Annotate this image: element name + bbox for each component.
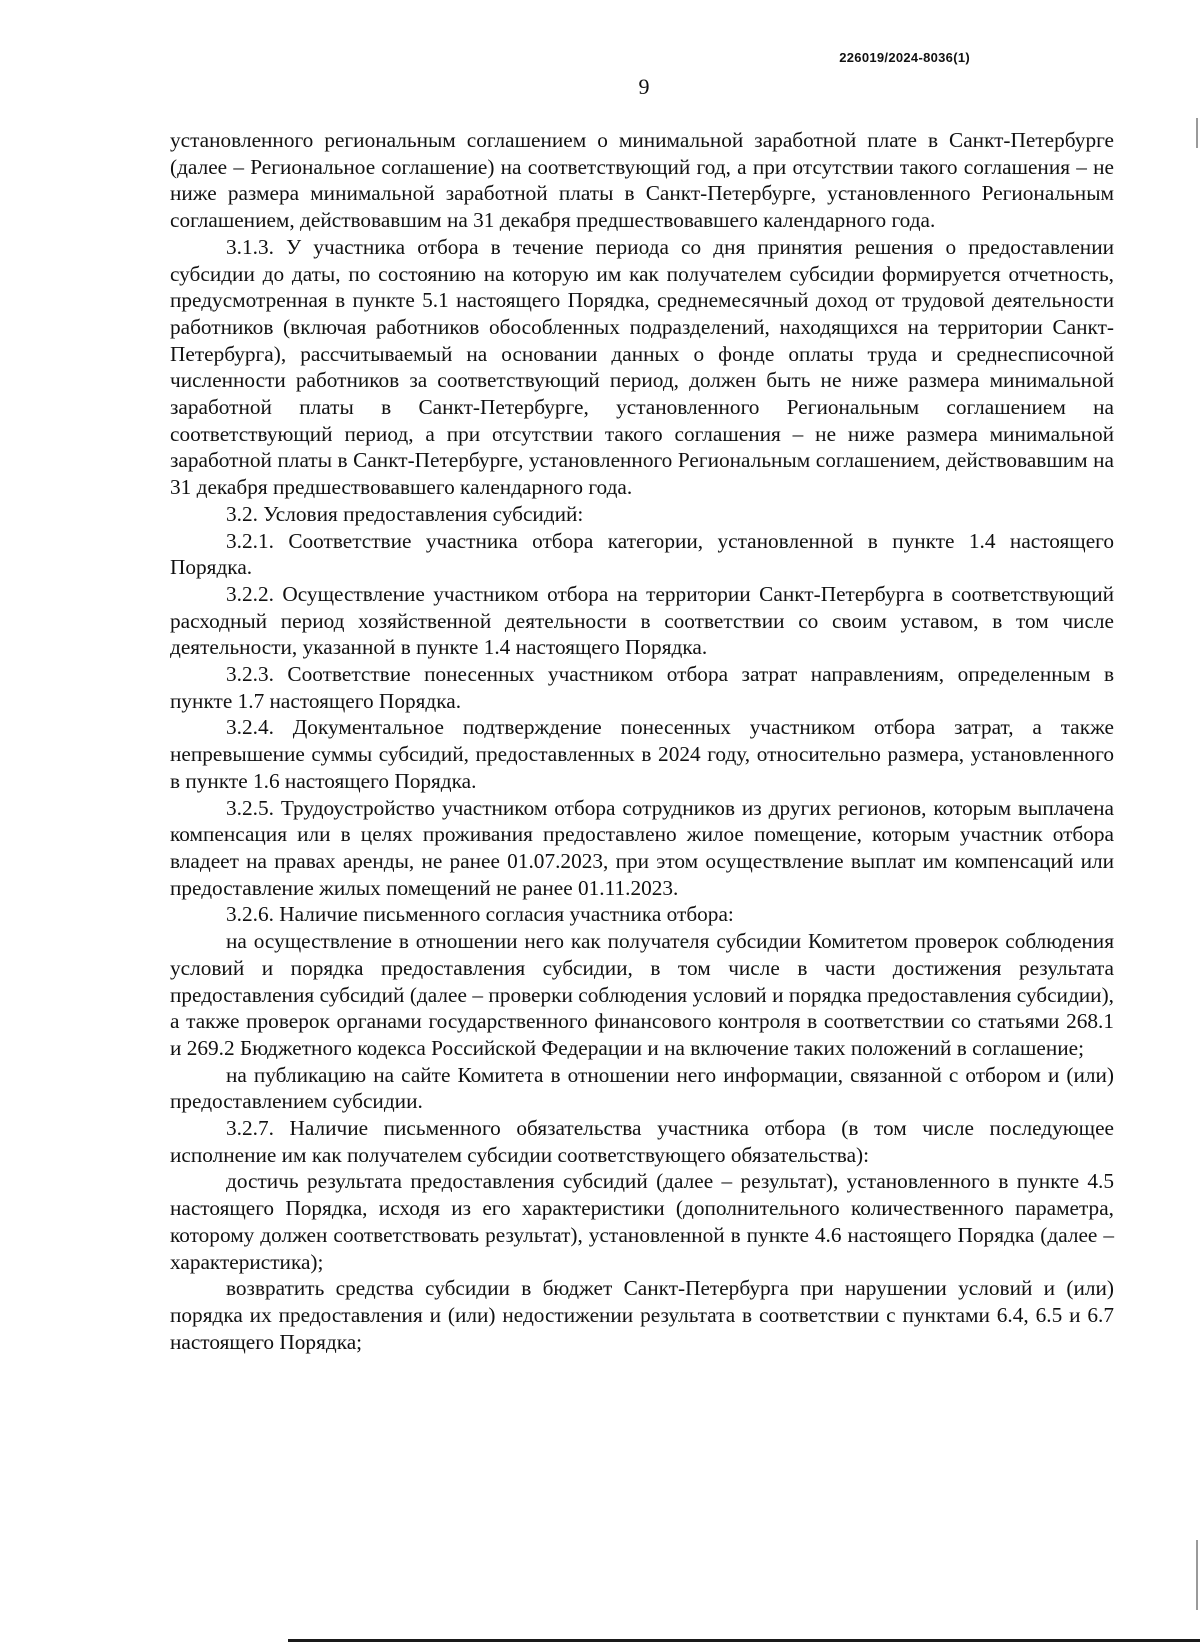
paragraph-3-2: 3.2. Условия предоставления субсидий: — [226, 501, 584, 526]
scan-bottom-rule — [288, 1639, 1200, 1642]
paragraph-3-2-1: 3.2.1. Соответствие участника отбора категории, установленной в пункте 1.4 настоящего Порядка. — [170, 528, 1114, 580]
page-number: 9 — [638, 74, 650, 99]
paragraph-3-1-3: 3.1.3. У участника отбора в течение периода со дня принятия решения о предоставлении субсидии до даты, по состоянию на которую им как получателем субсидии формируется отчетность, предусмотренная в пункте 5.1 настоящего Порядка, среднемесячный доход от трудовой деятельности работников (включая работников обособленных подразделений, находящихся на территории Санкт-Петербурга), рассчитываемый на основании данных о фонде оплаты труда и среднесписочной численности работников за соответствующий период, должен быть не ниже размера минимальной заработной платы в Санкт-Петербурге, установленного Региональным соглашением на соответствующий период, а при отсутствии такого соглашения – не ниже размера минимальной заработной платы в Санкт-Петербурге, установленного Региональным соглашением, действовавшим на 31 декабря предшествовавшего календарного года. — [170, 234, 1114, 500]
paragraph-continuation: установленного региональным соглашением о минимальной заработной плате в Санкт-Петербурге (далее – Региональное соглашение) на соответствующий год, а при отсутствии такого соглашения – не ниже размера минимальной заработной платы в Санкт-Петербурге, установленного Региональным соглашением, действовавшим на 31 декабря предшествовавшего календарного года. — [170, 128, 1114, 233]
paragraph-3-2-5: 3.2.5. Трудоустройство участником отбора сотрудников из других регионов, которым выплачена компенсация или в целях проживания предоставлено жилое помещение, которым участник отбора владеет на правах аренды, не ранее 01.07.2023, при этом осуществление выплат им компенсаций или предоставление жилых помещений не ранее 01.11.2023. — [170, 795, 1114, 900]
paragraph-obligation-refund: возвратить средства субсидии в бюджет Санкт-Петербурга при нарушении условий и (или) порядка их предоставления и (или) недостижении результата в соответствии с пунктами 6.4, 6.5 и 6.7 настоящего Порядка; — [170, 1276, 1114, 1354]
paragraph-consent-inspections: на осуществление в отношении него как получателя субсидии Комитетом проверок соблюдения условий и порядка предоставления субсидии, в том числе в части достижения результата предоставления субсидий (далее – проверки соблюдения условий и порядка предоставления субсидии), а также проверок органами государственного финансового контроля в соответствии со статьями 268.1 и 269.2 Бюджетного кодекса Российской Федерации и на включение таких положений в соглашение; — [170, 929, 1114, 1060]
paragraph-3-2-7: 3.2.7. Наличие письменного обязательства участника отбора (в том числе последующее исполнение им как получателем субсидии соответствующего обязательства): — [170, 1116, 1114, 1167]
paragraph-3-2-6: 3.2.6. Наличие письменного согласия участника отбора: — [226, 902, 734, 927]
scan-edge-mark — [1196, 118, 1198, 148]
paragraph-obligation-result: достичь результата предоставления субсидий (далее – результат), установленного в пункте 4.5 настоящего Порядка, исходя из его характеристики (дополнительного количественного параметра, которому должен соответствовать результат), установленной в пункте 4.6 настоящего Порядка (далее – характеристика); — [170, 1169, 1114, 1274]
paragraph-3-2-3: 3.2.3. Соответствие понесенных участником отбора затрат направлениям, определенным в пункте 1.7 настоящего Порядка. — [170, 662, 1114, 713]
document-id: 226019/2024-8036(1) — [839, 50, 970, 65]
paragraph-3-2-4: 3.2.4. Документальное подтверждение понесенных участником отбора затрат, а также непревышение суммы субсидий, предоставленных в 2024 году, относительно размера, установленного в пункте 1.6 настоящего Порядка. — [170, 715, 1114, 793]
paragraph-consent-publication: на публикацию на сайте Комитета в отношении него информации, связанной с отбором и (или) предоставлением субсидии. — [170, 1062, 1114, 1114]
document-body — [170, 127, 1114, 1355]
scan-edge-mark — [1196, 1540, 1198, 1610]
paragraph-3-2-2: 3.2.2. Осуществление участником отбора на территории Санкт-Петербурга в соответствующий расходный период хозяйственной деятельности в соответствии со своим уставом, в том числе деятельности, указанной в пункте 1.4 настоящего Порядка. — [170, 581, 1114, 660]
